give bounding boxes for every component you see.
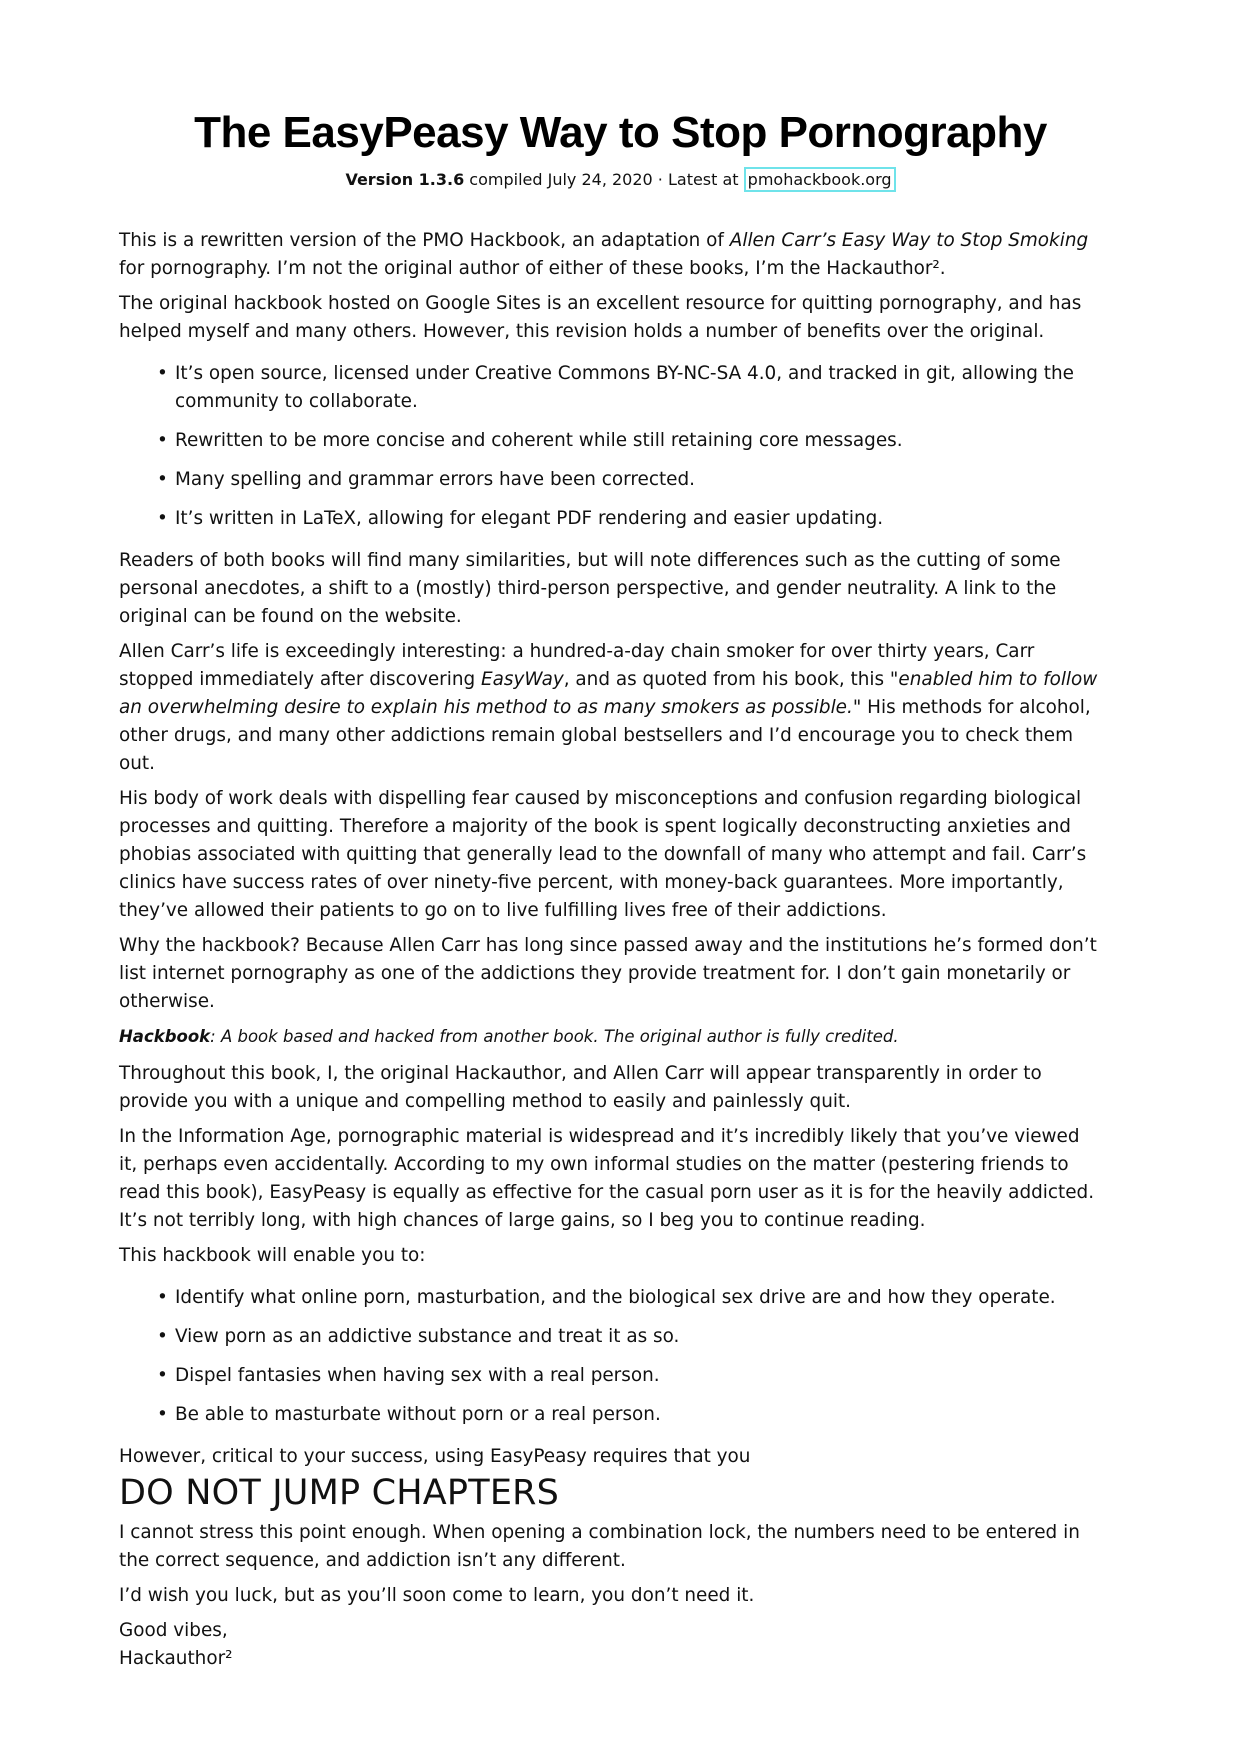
paragraph-differences: Readers of both books will find many similarities, but will note differences such as the cutting of some personal anecdotes, a shift to a (mostly) third-person perspective, and gender neutrality. A link to the original can be found on the website. (119, 550, 1061, 627)
document-body (119, 227, 1099, 1680)
paragraph-critical: However, critical to your success, using EasyPeasy requires that you (119, 1446, 751, 1467)
signoff (119, 1617, 1099, 1673)
compiled-text: compiled July 24, 2020 · Latest at (469, 170, 739, 189)
list-item: • It’s open source, licensed under Creative Commons BY-NC-SA 4.0, and tracked in git, allowing the community to collaborate. (175, 360, 1099, 416)
list-item: • View porn as an addictive substance and treat it as so. (175, 1323, 1099, 1351)
benefits-list (119, 360, 1099, 533)
paragraph-why-hackbook: Why the hackbook? Because Allen Carr has long since passed away and the institutions he’s formed don’t list internet pornography as one of the addictions they provide treatment for. I don’t gain monetarily or otherwise. (119, 935, 1097, 1012)
paragraph-body-of-work: His body of work deals with dispelling fear caused by misconceptions and confusion regarding biological processes and quitting. Therefore a majority of the book is spent logically deconstructing anxieties and phobias associated with quitting that generally lead to the downfall of many who attempt and fail. Carr’s clinics have success rates of over ninety-five percent, with money-back guarantees. More importantly, they’ve allowed their patients to go on to live fulfilling lives free of their addictions. (119, 788, 1087, 921)
version-label: Version 1.3.6 (345, 170, 465, 189)
paragraph-allen-carr: Allen Carr’s life is exceedingly interesting: a hundred-a-day chain smoker for over thirty years, Carr stopped immediately after discovering EasyWay, and as quoted from his book, this "enabled him to follow an overwhelming desire to explain his method to as many smokers as possible." His methods for alcohol, other drugs, and many other addictions remain global bestsellers and I’d encourage you to check them out. (119, 641, 1098, 774)
paragraph-combination-lock: I cannot stress this point enough. When opening a combination lock, the numbers need to be entered in the correct sequence, and addiction isn’t any different. (119, 1522, 1080, 1571)
paragraph-enable: This hackbook will enable you to: (119, 1245, 426, 1266)
website-link[interactable]: pmohackbook.org (744, 167, 896, 192)
list-item: • Identify what online porn, masturbation, and the biological sex drive are and how they operate. (175, 1284, 1099, 1312)
warning-heading: DO NOT JUMP CHAPTERS (119, 1473, 560, 1513)
paragraph-luck: I’d wish you luck, but as you’ll soon come to learn, you don’t need it. (119, 1585, 755, 1606)
document-title: The EasyPeasy Way to Stop Pornography (194, 108, 1047, 157)
document-subtitle (0, 170, 1241, 189)
paragraph-throughout: Throughout this book, I, the original Hackauthor, and Allen Carr will appear transparently in order to provide you with a unique and compelling method to easily and painlessly quit. (119, 1063, 1042, 1112)
list-item: • Dispel fantasies when having sex with a real person. (175, 1362, 1099, 1390)
list-item: • Be able to masturbate without porn or a real person. (175, 1401, 1099, 1429)
signoff-line-2: Hackauthor² (119, 1648, 233, 1669)
intro-paragraph-2: The original hackbook hosted on Google Sites is an excellent resource for quitting pornography, and has helped myself and many others. However, this revision holds a number of benefits over the original. (119, 293, 1082, 342)
signoff-line-1: Good vibes, (119, 1620, 228, 1641)
list-item: • It’s written in LaTeX, allowing for elegant PDF rendering and easier updating. (175, 505, 1099, 533)
goals-list (119, 1284, 1099, 1429)
definition-term: Hackbook (119, 1027, 211, 1046)
hackbook-definition: Hackbook: A book based and hacked from another book. The original author is fully credited. (119, 1027, 899, 1046)
book-title-italic: Allen Carr’s Easy Way to Stop Smoking (729, 230, 1089, 251)
list-item: • Rewritten to be more concise and coherent while still retaining core messages. (175, 427, 1099, 455)
list-item: • Many spelling and grammar errors have been corrected. (175, 466, 1099, 494)
paragraph-information-age: In the Information Age, pornographic material is widespread and it’s incredibly likely that you’ve viewed it, perhaps even accidentally. According to my own informal studies on the matter (pestering friends to read this book), EasyPeasy is equally as effective for the casual porn user as it is for the heavily addicted. It’s not terribly long, with high chances of large gains, so I beg you to continue reading. (119, 1126, 1095, 1231)
intro-paragraph-1: This is a rewritten version of the PMO Hackbook, an adaptation of Allen Carr’s Easy Way to Stop Smoking for pornography. I’m not the original author of either of these books, I’m the Hackauthor². (119, 230, 1089, 279)
